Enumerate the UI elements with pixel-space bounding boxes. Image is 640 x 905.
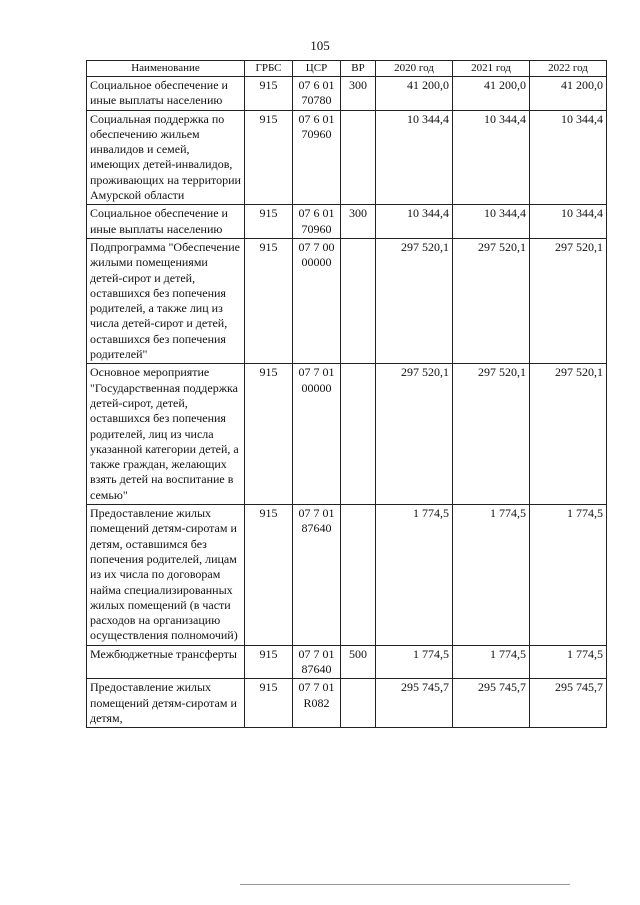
row-2021: 10 344,4 xyxy=(453,205,530,239)
row-2022: 1 774,5 xyxy=(530,505,607,646)
row-grbs: 915 xyxy=(245,110,293,205)
table-row xyxy=(87,679,607,728)
row-csr: 07 6 01 70960 xyxy=(293,205,341,239)
header-name: Наименование xyxy=(87,61,245,77)
row-name: Социальное обеспечение и иные выплаты населению xyxy=(87,77,245,111)
table-row xyxy=(87,110,607,205)
row-2020: 1 774,5 xyxy=(376,645,453,679)
budget-table xyxy=(86,60,607,728)
row-2021: 297 520,1 xyxy=(453,238,530,363)
header-2021: 2021 год xyxy=(453,61,530,77)
table-row xyxy=(87,77,607,111)
row-csr: 07 7 01 87640 xyxy=(293,645,341,679)
row-2021: 41 200,0 xyxy=(453,77,530,111)
header-grbs: ГРБС xyxy=(245,61,293,77)
row-2020: 10 344,4 xyxy=(376,110,453,205)
row-vr: 300 xyxy=(341,77,376,111)
row-csr: 07 7 01 87640 xyxy=(293,505,341,646)
row-2022: 1 774,5 xyxy=(530,645,607,679)
row-vr xyxy=(341,505,376,646)
row-csr: 07 7 01 R082 xyxy=(293,679,341,728)
table-row xyxy=(87,645,607,679)
table-row xyxy=(87,505,607,646)
row-2022: 297 520,1 xyxy=(530,238,607,363)
row-2020: 295 745,7 xyxy=(376,679,453,728)
row-2020: 297 520,1 xyxy=(376,364,453,505)
row-csr: 07 6 01 70780 xyxy=(293,77,341,111)
row-grbs: 915 xyxy=(245,645,293,679)
row-2022: 10 344,4 xyxy=(530,110,607,205)
row-vr xyxy=(341,110,376,205)
row-csr: 07 7 00 00000 xyxy=(293,238,341,363)
row-2021: 1 774,5 xyxy=(453,505,530,646)
table-row xyxy=(87,364,607,505)
row-grbs: 915 xyxy=(245,679,293,728)
row-csr: 07 7 01 00000 xyxy=(293,364,341,505)
row-2021: 295 745,7 xyxy=(453,679,530,728)
row-grbs: 915 xyxy=(245,238,293,363)
row-2022: 10 344,4 xyxy=(530,205,607,239)
row-2021: 10 344,4 xyxy=(453,110,530,205)
row-vr: 300 xyxy=(341,205,376,239)
row-vr xyxy=(341,364,376,505)
row-2020: 41 200,0 xyxy=(376,77,453,111)
row-2020: 297 520,1 xyxy=(376,238,453,363)
row-name: Межбюджетные трансферты xyxy=(87,645,245,679)
row-vr xyxy=(341,238,376,363)
row-2022: 295 745,7 xyxy=(530,679,607,728)
header-vr: ВР xyxy=(341,61,376,77)
row-name: Подпрограмма "Обеспечение жилыми помещениями детей-сирот и детей, оставшихся без попечения родителей, а также лиц из числа детей-сирот и детей, оставшихся без попечения родителей" xyxy=(87,238,245,363)
header-2020: 2020 год xyxy=(376,61,453,77)
header-2022: 2022 год xyxy=(530,61,607,77)
row-2020: 10 344,4 xyxy=(376,205,453,239)
row-name: Предоставление жилых помещений детям-сиротам и детям, оставшимся без попечения родителей, лицам из их числа по договорам найма специализированных жилых помещений (в части расходов на организацию осуществления полномочий) xyxy=(87,505,245,646)
row-grbs: 915 xyxy=(245,77,293,111)
row-2020: 1 774,5 xyxy=(376,505,453,646)
row-name: Предоставление жилых помещений детям-сиротам и детям, xyxy=(87,679,245,728)
row-vr: 500 xyxy=(341,645,376,679)
row-2022: 297 520,1 xyxy=(530,364,607,505)
table-row xyxy=(87,205,607,239)
row-name: Социальная поддержка по обеспечению жильем инвалидов и семей, имеющих детей-инвалидов, проживающих на территории Амурской области xyxy=(87,110,245,205)
row-name: Основное мероприятие "Государственная поддержка детей-сирот, детей, оставшихся без попечения родителей, лиц из числа указанной категории детей, а также граждан, желающих взять детей на воспитание в семью" xyxy=(87,364,245,505)
row-2021: 1 774,5 xyxy=(453,645,530,679)
row-grbs: 915 xyxy=(245,505,293,646)
table-header-row xyxy=(87,61,607,77)
header-csr: ЦСР xyxy=(293,61,341,77)
row-vr xyxy=(341,679,376,728)
row-2021: 297 520,1 xyxy=(453,364,530,505)
row-2022: 41 200,0 xyxy=(530,77,607,111)
row-csr: 07 6 01 70960 xyxy=(293,110,341,205)
row-grbs: 915 xyxy=(245,205,293,239)
page-number: 105 xyxy=(310,38,330,53)
table-row xyxy=(87,238,607,363)
page-bottom-divider xyxy=(240,884,570,885)
row-grbs: 915 xyxy=(245,364,293,505)
row-name: Социальное обеспечение и иные выплаты населению xyxy=(87,205,245,239)
